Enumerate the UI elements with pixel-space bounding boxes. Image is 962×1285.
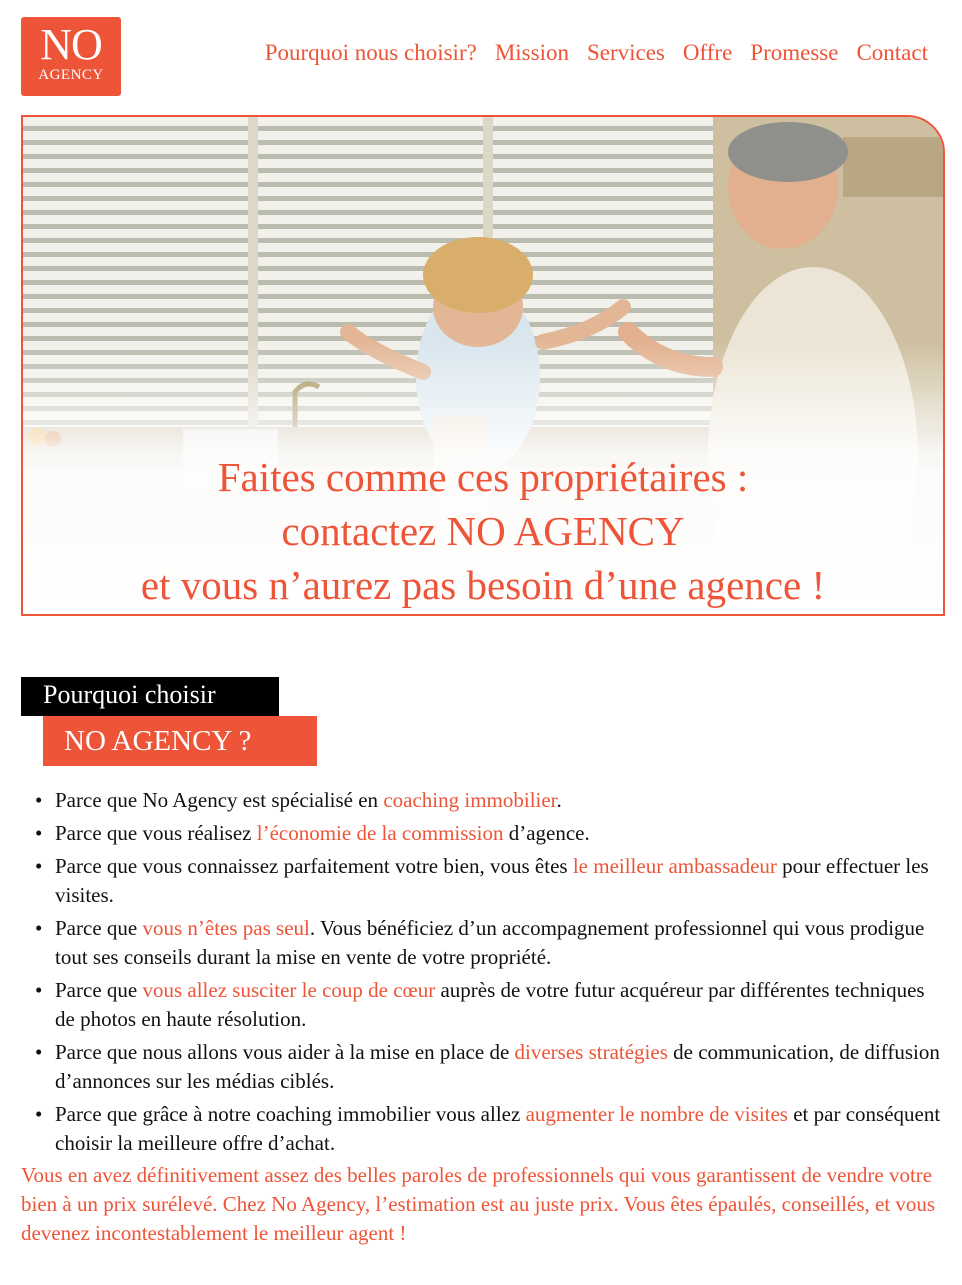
nav-promesse[interactable]: Promesse [750,40,839,65]
nav-services[interactable]: Services [586,40,665,65]
hero-banner [21,115,945,616]
hero-headline-line-1: Faites comme ces propriétaires : [217,454,749,500]
highlight-link[interactable]: vous n’êtes pas seul [142,916,310,940]
hero-headline-line-3: et vous n’aurez pas besoin d’une agence ! [140,562,826,608]
highlight-link[interactable]: vous allez susciter le coup de cœur [142,978,436,1002]
nav-contact[interactable]: Contact [856,40,928,65]
highlight-link[interactable]: l’économie de la commission [256,821,504,845]
nav-offre[interactable]: Offre [682,40,733,65]
list-item: • Parce que No Agency est spécialisé en coaching immobilier. [55,786,945,815]
list-item: • Parce que vous réalisez l’économie de la commission d’agence. [55,819,945,848]
list-item: • Parce que grâce à notre coaching immobilier vous allez augmenter le nombre de visites et par conséquent choisir la meilleure offre d’achat. [55,1100,945,1158]
list-item: • Parce que vous allez susciter le coup de cœur auprès de votre futur acquéreur par différentes techniques de photos en haute résolution. [55,976,945,1034]
highlight-link[interactable]: coaching immobilier [383,788,557,812]
no-agency-logo[interactable] [21,17,121,96]
logo-text-no: NO [40,20,102,69]
main-nav [265,40,928,66]
closing-paragraph: Vous en avez définitivement assez des belles paroles de professionnels qui vous garantissent de vendre votre bien à un prix surélevé. Chez No Agency, l’estimation est au juste prix. Vous êtes épaulés, conseillés, et vous devenez incontestablement le meilleur agent ! [21,1163,936,1245]
highlight-link[interactable]: diverses stratégies [514,1040,668,1064]
hero-headline [23,450,943,612]
highlight-link[interactable]: le meilleur ambassadeur [572,854,777,878]
hero-headline-line-2: contactez NO AGENCY [281,508,685,554]
logo-text-agency: AGENCY [38,67,104,83]
highlight-link[interactable]: augmenter le nombre de visites [525,1102,788,1126]
list-item: • Parce que vous n’êtes pas seul. Vous bénéficiez d’un accompagnement professionnel qui vous prodigue tout ses conseils durant la mise en vente de votre propriété. [55,914,945,972]
nav-mission[interactable]: Mission [494,40,569,65]
list-item: • Parce que nous allons vous aider à la mise en place de diverses stratégies de communication, de diffusion d’annonces sur les médias ciblés. [55,1038,945,1096]
section-title-line-2: NO AGENCY ? [43,716,317,766]
list-item: • Parce que vous connaissez parfaitement votre bien, vous êtes le meilleur ambassadeur pour effectuer les visites. [55,852,945,910]
nav-pourquoi[interactable]: Pourquoi nous choisir? [264,40,477,65]
section-title-line-1: Pourquoi choisir [21,677,279,716]
reasons-list [55,786,945,1162]
